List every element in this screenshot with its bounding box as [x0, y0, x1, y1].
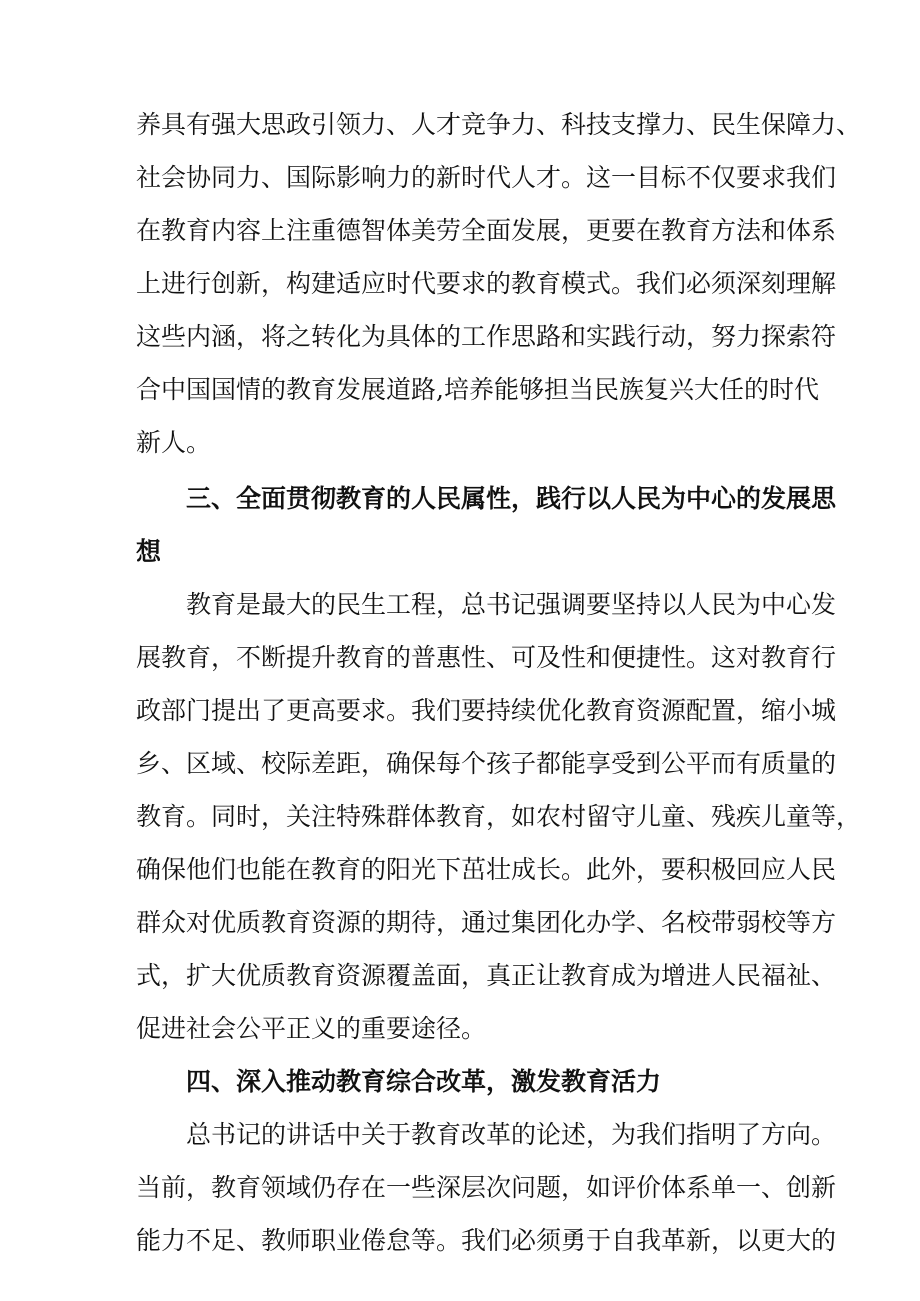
text-line: 社会协同力、国际影响力的新时代人才。这一目标不仅要求我们 — [136, 163, 837, 192]
text-line: 合中国国情的教育发展道路,培养能够担当民族复兴大任的时代 — [136, 375, 819, 404]
text-line: 群众对优质教育资源的期待，通过集团化办学、名校带弱校等方 — [136, 908, 837, 937]
text-line: 上进行创新，构建适应时代要求的教育模式。我们必须深刻理解 — [136, 269, 837, 298]
section-3-heading-cont: 想 — [136, 537, 162, 566]
text-line: 在教育内容上注重德智体美劳全面发展，更要在教育方法和体系 — [136, 216, 837, 245]
text-line: 式，扩大优质教育资源覆盖面，真正让教育成为增进人民福祉、 — [136, 961, 837, 990]
section-4-heading: 四、深入推动教育综合改革，激发教育活力 — [186, 1067, 662, 1096]
text-line: 教育是最大的民生工程，总书记强调要坚持以人民为中心发 — [186, 590, 837, 619]
text-line: 养具有强大思政引领力、人才竞争力、科技支撑力、民生保障力、 — [136, 110, 862, 139]
paragraph-continued — [136, 98, 862, 469]
text-line: 展教育，不断提升教育的普惠性、可及性和便捷性。这对教育行 — [136, 643, 837, 672]
text-line: 促进社会公平正义的重要途径。 — [136, 1014, 487, 1043]
text-line: 确保他们也能在教育的阳光下茁壮成长。此外，要积极回应人民 — [136, 855, 837, 884]
document-page — [136, 98, 862, 1267]
text-line: 政部门提出了更高要求。我们要持续优化教育资源配置，缩小城 — [136, 696, 837, 725]
text-line: 这些内涵，将之转化为具体的工作思路和实践行动，努力探索符 — [136, 322, 837, 351]
section-3 — [136, 472, 862, 1055]
text-line: 当前，教育领域仍存在一些深层次问题，如评价体系单一、创新 — [136, 1173, 837, 1202]
section-3-heading: 三、全面贯彻教育的人民属性，践行以人民为中心的发展思 — [186, 484, 837, 513]
text-line: 总书记的讲话中关于教育改革的论述，为我们指明了方向。 — [186, 1120, 837, 1149]
text-line: 乡、区域、校际差距，确保每个孩子都能享受到公平而有质量的 — [136, 749, 837, 778]
text-line: 教育。同时，关注特殊群体教育，如农村留守儿童、残疾儿童等， — [136, 802, 862, 831]
text-line: 能力不足、教师职业倦怠等。我们必须勇于自我革新，以更大的 — [136, 1226, 837, 1255]
section-4 — [136, 1055, 837, 1267]
text-line: 新人。 — [136, 428, 212, 457]
